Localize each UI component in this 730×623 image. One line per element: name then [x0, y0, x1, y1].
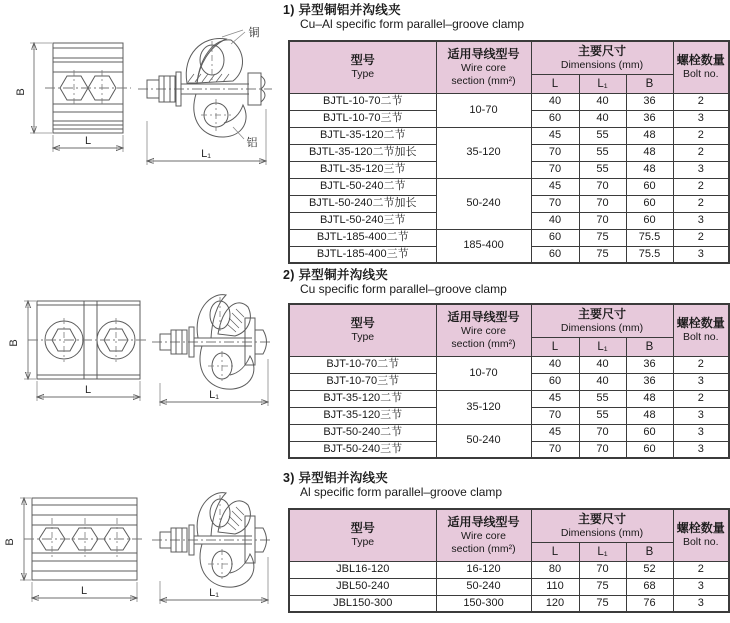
dim-l-cell: 40 [531, 356, 579, 373]
table-row [289, 595, 729, 612]
wire-section-cell: 50-240 [436, 424, 531, 458]
table-row [289, 561, 729, 578]
dim-l-cell: 110 [531, 578, 579, 595]
dim-l1-cell: 75 [579, 229, 626, 246]
dim-l-cell: 70 [531, 195, 579, 212]
wire-section-cell: 185-400 [436, 229, 531, 263]
dim-l1-cell: 75 [579, 578, 626, 595]
dim-b-cell: 75.5 [626, 229, 673, 246]
dim-l1-cell: 40 [579, 110, 626, 127]
clamp-table-cu-al [288, 40, 730, 264]
front-view-two-bolt-hex [15, 43, 131, 152]
bolt-no-cell: 3 [673, 407, 729, 424]
dim-l-cell: 45 [531, 390, 579, 407]
clamp-table-cu [288, 303, 730, 459]
model-cell: BJTL-50-240二节 [289, 178, 436, 195]
dim-l-cell: 70 [531, 144, 579, 161]
section-title-1 [283, 3, 524, 32]
dim-l-cell: 45 [531, 178, 579, 195]
table-row [289, 578, 729, 595]
dim-l1-cell: 70 [579, 178, 626, 195]
bolt-no-cell: 2 [673, 356, 729, 373]
dim-l1-cell: 70 [579, 195, 626, 212]
section-title-2 [283, 268, 507, 297]
model-cell: BJT-10-70二节 [289, 356, 436, 373]
bolt-no-cell: 2 [673, 93, 729, 110]
dim-l-cell: 45 [531, 127, 579, 144]
bolt-no-cell: 2 [673, 195, 729, 212]
dim-l-cell: 45 [531, 424, 579, 441]
model-cell: BJT-50-240三节 [289, 441, 436, 458]
dim-b-cell: 60 [626, 212, 673, 229]
bolt-no-cell: 3 [673, 441, 729, 458]
bolt-no-cell: 3 [673, 161, 729, 178]
model-cell: BJTL-35-120二节加长 [289, 144, 436, 161]
dim-b-cell: 52 [626, 561, 673, 578]
model-cell: BJTL-35-120三节 [289, 161, 436, 178]
dim-l1-cell: 55 [579, 144, 626, 161]
dim-l1-cell: 75 [579, 246, 626, 263]
dim-l1-cell: 70 [579, 561, 626, 578]
wire-section-cell: 35-120 [436, 390, 531, 424]
bolt-no-cell: 3 [673, 212, 729, 229]
dim-b-cell: 76 [626, 595, 673, 612]
model-cell: BJTL-185-400三节 [289, 246, 436, 263]
table-row [289, 229, 729, 246]
wire-section-cell: 150-300 [436, 595, 531, 612]
dim-l-cell: 60 [531, 246, 579, 263]
model-cell: BJTL-35-120二节 [289, 127, 436, 144]
bolt-no-cell: 2 [673, 127, 729, 144]
dim-b-cell: 36 [626, 356, 673, 373]
technical-drawing-cu-al-clamp [0, 25, 280, 175]
dim-l1-cell: 40 [579, 93, 626, 110]
model-cell: BJTL-10-70三节 [289, 110, 436, 127]
model-cell: BJTL-50-240三节 [289, 212, 436, 229]
dim-b-cell: 75.5 [626, 246, 673, 263]
dim-l1-cell: 55 [579, 161, 626, 178]
col-header-wire-section: 适用导线型号 Wire core section (mm²) [436, 41, 531, 93]
section-title-en: Cu–Al specific form parallel–groove clamp [300, 17, 525, 32]
col-header-b: B [626, 337, 673, 356]
dim-label-l: L [84, 384, 92, 396]
wire-section-cell: 10-70 [436, 93, 531, 127]
dim-l-cell: 60 [531, 229, 579, 246]
col-header-type: 型号 Type [289, 41, 436, 93]
clamp-table-al [288, 508, 730, 613]
model-cell: JBL16-120 [289, 561, 436, 578]
model-cell: BJTL-50-240二节加长 [289, 195, 436, 212]
col-header-dimensions: 主要尺寸 Dimensions (mm) [531, 509, 673, 542]
wire-section-cell: 50-240 [436, 178, 531, 229]
col-header-b: B [626, 74, 673, 93]
section-title-zh: 1) 异型铜铝并沟线夹 [283, 3, 401, 17]
col-header-l: L [531, 74, 579, 93]
dim-l-cell: 60 [531, 373, 579, 390]
dim-b-cell: 68 [626, 578, 673, 595]
dim-label-l1: L₁ [209, 389, 219, 401]
col-header-dimensions: 主要尺寸 Dimensions (mm) [531, 304, 673, 337]
dim-l-cell: 70 [531, 161, 579, 178]
table-row [289, 127, 729, 144]
bolt-no-cell: 2 [673, 390, 729, 407]
aluminum-material-label: 铝 [246, 137, 258, 149]
dim-b-cell: 48 [626, 390, 673, 407]
section-title-zh: 3) 异型铝并沟线夹 [283, 471, 389, 485]
wire-section-cell: 16-120 [436, 561, 531, 578]
col-header-wire-section: 适用导线型号 Wire core section (mm²) [436, 304, 531, 356]
bolt-no-cell: 3 [673, 110, 729, 127]
table-row [289, 424, 729, 441]
model-cell: BJTL-185-400二节 [289, 229, 436, 246]
section-title-en: Cu specific form parallel–groove clamp [300, 282, 507, 297]
col-header-l: L [531, 542, 579, 561]
col-header-bolt-no: 螺栓数量 Bolt no. [673, 41, 729, 93]
dim-label-l: L [80, 585, 88, 597]
col-header-l: L [531, 337, 579, 356]
dim-b-cell: 36 [626, 373, 673, 390]
dim-l1-cell: 40 [579, 373, 626, 390]
table-row [289, 178, 729, 195]
dim-label-b: B [4, 538, 16, 546]
model-cell: JBL150-300 [289, 595, 436, 612]
model-cell: BJT-50-240二节 [289, 424, 436, 441]
model-cell: BJT-35-120三节 [289, 407, 436, 424]
dim-b-cell: 60 [626, 424, 673, 441]
col-header-type: 型号 Type [289, 304, 436, 356]
side-view-clamp-al [152, 493, 272, 604]
col-header-l1: L₁ [579, 337, 626, 356]
dim-b-cell: 48 [626, 144, 673, 161]
dim-l-cell: 40 [531, 93, 579, 110]
dim-l-cell: 120 [531, 595, 579, 612]
dim-b-cell: 60 [626, 195, 673, 212]
dim-b-cell: 36 [626, 93, 673, 110]
dim-b-cell: 36 [626, 110, 673, 127]
dim-l1-cell: 75 [579, 595, 626, 612]
section-title-3 [283, 471, 502, 500]
side-view-clamp-cu [152, 295, 272, 406]
col-header-wire-section: 适用导线型号 Wire core section (mm²) [436, 509, 531, 561]
model-cell: BJT-35-120二节 [289, 390, 436, 407]
dim-b-cell: 60 [626, 441, 673, 458]
side-view-clamp-cu-al [138, 25, 272, 165]
table-row [289, 93, 729, 110]
dim-l1-cell: 70 [579, 441, 626, 458]
copper-material-label: 铜 [248, 27, 260, 39]
dim-label-b: B [15, 88, 27, 96]
model-cell: BJTL-10-70二节 [289, 93, 436, 110]
dim-b-cell: 48 [626, 161, 673, 178]
dim-l-cell: 70 [531, 407, 579, 424]
col-header-l1: L₁ [579, 74, 626, 93]
dim-l1-cell: 55 [579, 127, 626, 144]
dim-label-l: L [84, 135, 92, 147]
bolt-no-cell: 3 [673, 373, 729, 390]
col-header-b: B [626, 542, 673, 561]
dim-b-cell: 60 [626, 178, 673, 195]
dim-l1-cell: 70 [579, 212, 626, 229]
table-row [289, 356, 729, 373]
front-view-three-bolt-hex [4, 498, 145, 602]
section-title-zh: 2) 异型铜并沟线夹 [283, 268, 389, 282]
bolt-no-cell: 2 [673, 144, 729, 161]
dim-l-cell: 80 [531, 561, 579, 578]
dim-b-cell: 48 [626, 407, 673, 424]
dim-l1-cell: 70 [579, 424, 626, 441]
technical-drawing-al-clamp [0, 480, 280, 623]
front-view-two-bolt-round [8, 301, 148, 401]
table-row [289, 390, 729, 407]
technical-drawing-cu-clamp [0, 285, 280, 415]
dim-l1-cell: 55 [579, 390, 626, 407]
dim-b-cell: 48 [626, 127, 673, 144]
col-header-bolt-no: 螺栓数量 Bolt no. [673, 509, 729, 561]
dim-label-l1: L₁ [201, 148, 211, 160]
col-header-l1: L₁ [579, 542, 626, 561]
wire-section-cell: 10-70 [436, 356, 531, 390]
model-cell: BJT-10-70三节 [289, 373, 436, 390]
dim-label-b: B [8, 339, 20, 347]
section-title-en: Al specific form parallel–groove clamp [300, 485, 503, 500]
dim-l1-cell: 55 [579, 407, 626, 424]
model-cell: JBL50-240 [289, 578, 436, 595]
wire-section-cell: 50-240 [436, 578, 531, 595]
bolt-no-cell: 2 [673, 178, 729, 195]
dim-label-l1: L₁ [209, 587, 219, 599]
dim-l-cell: 60 [531, 110, 579, 127]
bolt-no-cell: 3 [673, 246, 729, 263]
dim-l1-cell: 40 [579, 356, 626, 373]
col-header-bolt-no: 螺栓数量 Bolt no. [673, 304, 729, 356]
dim-l-cell: 40 [531, 212, 579, 229]
bolt-no-cell: 3 [673, 424, 729, 441]
dim-l-cell: 70 [531, 441, 579, 458]
bolt-no-cell: 2 [673, 229, 729, 246]
col-header-dimensions: 主要尺寸 Dimensions (mm) [531, 41, 673, 74]
wire-section-cell: 35-120 [436, 127, 531, 178]
col-header-type: 型号 Type [289, 509, 436, 561]
bolt-no-cell: 3 [673, 578, 729, 595]
bolt-no-cell: 3 [673, 595, 729, 612]
bolt-no-cell: 2 [673, 561, 729, 578]
